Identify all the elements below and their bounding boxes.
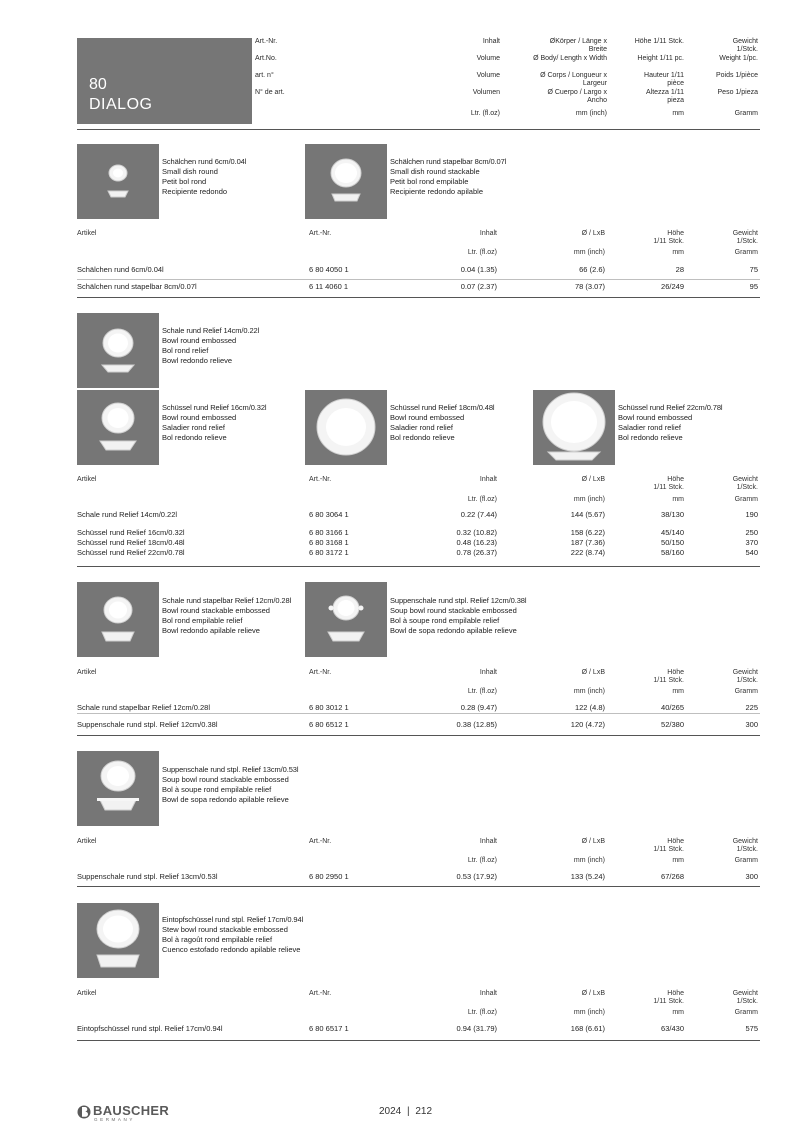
cell-weight: 225 xyxy=(745,703,758,712)
th-gewicht-label: Gewicht xyxy=(732,230,758,237)
th-dim: Ø / LxB xyxy=(581,990,605,997)
th-inhalt: Inhalt xyxy=(479,476,497,483)
cell-height: 50/150 xyxy=(661,538,684,547)
cell-name: Schale rund Relief 14cm/0.22l xyxy=(77,510,178,519)
product-line: Bowl round embossed xyxy=(618,413,693,422)
product-line: Bol rond empilable relief xyxy=(162,616,243,625)
th-unit-mm-inch: mm (inch) xyxy=(573,1009,605,1016)
cell-art: 6 80 6512 1 xyxy=(309,720,349,729)
th-unit-gramm: Gramm xyxy=(734,857,758,864)
product-line: Saladier rond relief xyxy=(618,423,681,432)
cell-dim: 187 (7.36) xyxy=(570,538,605,547)
th-unit-mm: mm xyxy=(672,496,684,503)
header-unit: mm xyxy=(672,110,684,117)
header-cell: Ø Corps / Longueur x Largeur xyxy=(540,72,607,87)
header-cell: Hauteur 1/11 pièce xyxy=(644,72,684,87)
th-gewicht-sub: 1/Stck. xyxy=(736,484,758,491)
th-hoehe-sub: 1/11 Stck. xyxy=(653,484,684,491)
th-gewicht-sub: 1/Stck. xyxy=(736,998,758,1005)
cell-ltr: 0.94 (31.79) xyxy=(456,1024,497,1033)
header-cell: Poids 1/pièce xyxy=(715,72,758,79)
header-cell: Ø Cuerpo / Largo x Ancho xyxy=(547,89,607,104)
cell-name: Schüssel rund Relief 18cm/0.48l xyxy=(77,538,185,547)
header-col-height xyxy=(632,38,684,117)
cell-dim: 158 (6.22) xyxy=(570,528,605,537)
product-line: Stew bowl round stackable embossed xyxy=(162,925,288,934)
table-row xyxy=(77,528,760,538)
th-hoehe-sub: 1/11 Stck. xyxy=(653,846,684,853)
cell-name: Suppenschale rund stpl. Relief 12cm/0.38l xyxy=(77,720,218,729)
th-unit-mm-inch: mm (inch) xyxy=(573,249,605,256)
product-image-small-dish-stackable xyxy=(305,144,387,219)
th-unit-mm: mm xyxy=(672,1009,684,1016)
th-gewicht-sub: 1/Stck. xyxy=(736,238,758,245)
header-col-weight xyxy=(712,38,758,117)
product-desc xyxy=(390,157,520,197)
header-cell: Inhalt xyxy=(482,38,500,45)
th-gewicht xyxy=(733,838,758,854)
th-unit-ltr: Ltr. (fl.oz) xyxy=(467,249,497,256)
cell-art: 6 80 3168 1 xyxy=(309,538,349,547)
section-rule xyxy=(77,886,760,887)
product-line: Recipiente redondo xyxy=(162,187,228,196)
product-line: Petit bol rond empilable xyxy=(390,177,469,186)
table-row xyxy=(77,720,760,730)
table-row xyxy=(77,703,760,713)
product-line: Saladier rond relief xyxy=(390,423,453,432)
cell-ltr: 0.22 (7.44) xyxy=(460,510,497,519)
cell-weight: 75 xyxy=(749,265,758,274)
th-gewicht xyxy=(733,230,758,246)
product-line: Bol à ragoût rond empilable relief xyxy=(162,935,273,944)
th-artikel: Artikel xyxy=(77,230,97,237)
product-image-bowl-stackable-12 xyxy=(77,582,159,657)
cell-ltr: 0.78 (26.37) xyxy=(456,548,497,557)
cell-name: Schüssel rund Relief 22cm/0.78l xyxy=(77,548,185,557)
th-unit-ltr: Ltr. (fl.oz) xyxy=(467,688,497,695)
product-image-bowl-22 xyxy=(533,390,615,465)
cell-ltr: 0.07 (2.37) xyxy=(460,282,497,291)
section-rule xyxy=(77,735,760,736)
section-rule xyxy=(77,566,760,567)
product-line: Cuenco estofado redondo apilable relieve xyxy=(162,945,301,954)
header-cell: Height 1/11 pc. xyxy=(637,55,684,62)
th-art-nr: Art.-Nr. xyxy=(309,476,332,483)
header-cell: Ø Body/ Length x Width xyxy=(533,55,607,62)
section-rule xyxy=(77,1040,760,1041)
product-line: Bowl round embossed xyxy=(390,413,465,422)
cell-height: 67/268 xyxy=(661,872,684,881)
header-col-dimension xyxy=(530,38,607,117)
product-title: Suppenschale rund stpl. Relief 13cm/0.53l xyxy=(162,765,299,774)
header-art-label: N° de art. xyxy=(255,89,285,96)
th-gewicht xyxy=(733,669,758,685)
th-gewicht xyxy=(733,990,758,1006)
header-unit: Ltr. (fl.oz) xyxy=(470,110,500,117)
product-image-small-dish xyxy=(77,144,159,219)
product-line: Small dish round stackable xyxy=(390,167,480,176)
header-art-label: Art.-Nr. xyxy=(255,38,278,45)
product-title: Schale rund stapelbar Relief 12cm/0.28l xyxy=(162,596,292,605)
cell-dim: 120 (4.72) xyxy=(570,720,605,729)
th-gewicht-label: Gewicht xyxy=(732,990,758,997)
product-line: Bol à soupe rond empilable relief xyxy=(390,616,500,625)
header-unit: mm (inch) xyxy=(575,110,607,117)
product-title: Eintopfschüssel rund stpl. Relief 17cm/0.94l xyxy=(162,915,304,924)
th-unit-ltr: Ltr. (fl.oz) xyxy=(467,1009,497,1016)
th-artikel: Artikel xyxy=(77,990,97,997)
table-row xyxy=(77,872,760,882)
cell-dim: 144 (5.67) xyxy=(570,510,605,519)
product-line: Saladier rond relief xyxy=(162,423,225,432)
cell-ltr: 0.48 (16.23) xyxy=(456,538,497,547)
product-line: Recipiente redondo apilable xyxy=(390,187,483,196)
cell-name: Schale rund stapelbar Relief 12cm/0.28l xyxy=(77,703,210,712)
product-image-stew-bowl xyxy=(77,903,159,978)
product-title: Schale rund Relief 14cm/0.22l xyxy=(162,326,260,335)
th-art-nr: Art.-Nr. xyxy=(309,838,332,845)
header-cell: Peso 1/pieza xyxy=(717,89,758,96)
cell-dim: 122 (4.8) xyxy=(574,703,605,712)
th-unit-gramm: Gramm xyxy=(734,688,758,695)
cell-height: 28 xyxy=(675,265,684,274)
th-unit-ltr: Ltr. (fl.oz) xyxy=(467,496,497,503)
product-line: Bowl round stackable embossed xyxy=(162,606,270,615)
th-inhalt: Inhalt xyxy=(479,230,497,237)
th-artikel: Artikel xyxy=(77,669,97,676)
header-rule xyxy=(77,129,760,130)
product-line: Bowl redondo apilable relieve xyxy=(162,626,260,635)
th-dim: Ø / LxB xyxy=(581,669,605,676)
th-unit-mm-inch: mm (inch) xyxy=(573,496,605,503)
th-hoehe-sub: 1/11 Stck. xyxy=(653,998,684,1005)
header-cell: Altezza 1/11 pieza xyxy=(645,89,684,104)
product-line: Bol redondo relieve xyxy=(618,433,683,442)
th-gewicht xyxy=(733,476,758,492)
th-hoehe-label: Höhe xyxy=(667,838,684,845)
product-line: Bowl round embossed xyxy=(162,336,237,345)
product-desc xyxy=(618,403,722,443)
product-desc xyxy=(162,915,303,955)
header-cell: Gewicht 1/Stck. xyxy=(732,38,758,53)
th-dim: Ø / LxB xyxy=(581,230,605,237)
th-dim: Ø / LxB xyxy=(581,476,605,483)
cell-name: Suppenschale rund stpl. Relief 13cm/0.53l xyxy=(77,872,218,881)
th-artikel: Artikel xyxy=(77,476,97,483)
th-art-nr: Art.-Nr. xyxy=(309,669,332,676)
cell-weight: 575 xyxy=(745,1024,758,1033)
product-image-bowl-14 xyxy=(77,313,159,388)
cell-art: 6 80 6517 1 xyxy=(309,1024,349,1033)
cell-dim: 66 (2.6) xyxy=(579,265,605,274)
cell-weight: 370 xyxy=(745,538,758,547)
header-col-volume xyxy=(430,38,500,117)
table-row xyxy=(77,510,760,520)
product-desc xyxy=(162,403,266,443)
header-cell: Volume xyxy=(476,55,500,62)
product-line: Bowl de sopa redondo apilable relieve xyxy=(390,626,517,635)
cell-dim: 168 (6.61) xyxy=(570,1024,605,1033)
cell-name: Schälchen rund 6cm/0.04l xyxy=(77,265,164,274)
product-line: Small dish round xyxy=(162,167,218,176)
cell-ltr: 0.53 (17.92) xyxy=(456,872,497,881)
product-desc xyxy=(390,403,494,443)
cell-height: 58/160 xyxy=(661,548,684,557)
product-title: Schälchen rund stapelbar 8cm/0.07l xyxy=(390,157,507,166)
product-title: Schälchen rund 6cm/0.04l xyxy=(162,157,247,166)
cell-art: 6 80 3064 1 xyxy=(309,510,349,519)
header-cell: Volume xyxy=(476,72,500,79)
product-title: Schüssel rund Relief 22cm/0.78l xyxy=(618,403,723,412)
th-inhalt: Inhalt xyxy=(479,669,497,676)
brand-name: BAUSCHER xyxy=(93,1103,170,1118)
th-hoehe-label: Höhe xyxy=(667,230,684,237)
th-gewicht-label: Gewicht xyxy=(732,838,758,845)
product-line: Bowl round embossed xyxy=(162,413,237,422)
product-line: Petit bol rond xyxy=(162,177,207,186)
th-hoehe-label: Höhe xyxy=(667,669,684,676)
th-artikel: Artikel xyxy=(77,838,97,845)
product-line: Bol à soupe rond empilable relief xyxy=(162,785,272,794)
th-unit-ltr: Ltr. (fl.oz) xyxy=(467,857,497,864)
th-hoehe-label: Höhe xyxy=(667,476,684,483)
section-rule xyxy=(77,297,760,298)
header-cell: Höhe 1/11 Stck. xyxy=(634,38,684,45)
th-hoehe xyxy=(653,230,684,246)
product-title: Schüssel rund Relief 16cm/0.32l xyxy=(162,403,267,412)
cell-art: 6 80 3012 1 xyxy=(309,703,349,712)
th-inhalt: Inhalt xyxy=(479,990,497,997)
cell-weight: 300 xyxy=(745,720,758,729)
header-unit: Gramm xyxy=(734,110,758,117)
product-title: Suppenschale rund stpl. Relief 12cm/0.38l xyxy=(390,596,527,605)
th-unit-mm-inch: mm (inch) xyxy=(573,688,605,695)
cell-dim: 78 (3.07) xyxy=(574,282,605,291)
cell-art: 6 80 3172 1 xyxy=(309,548,349,557)
th-gewicht-label: Gewicht xyxy=(732,669,758,676)
product-desc xyxy=(390,596,526,636)
th-unit-mm: mm xyxy=(672,688,684,695)
th-hoehe xyxy=(653,476,684,492)
product-desc xyxy=(162,596,302,636)
series-number: 80 xyxy=(89,76,107,93)
th-art-nr: Art.-Nr. xyxy=(309,230,332,237)
cell-name: Eintopfschüssel rund stpl. Relief 17cm/0.94l xyxy=(77,1024,223,1033)
cell-weight: 300 xyxy=(745,872,758,881)
product-line: Bol rond relief xyxy=(162,346,209,355)
product-desc xyxy=(162,326,259,366)
cell-dim: 222 (8.74) xyxy=(570,548,605,557)
th-unit-gramm: Gramm xyxy=(734,1009,758,1016)
cell-weight: 95 xyxy=(749,282,758,291)
th-unit-mm: mm xyxy=(672,857,684,864)
cell-height: 26/249 xyxy=(661,282,684,291)
cell-height: 40/265 xyxy=(661,703,684,712)
th-unit-gramm: Gramm xyxy=(734,249,758,256)
series-title-panel xyxy=(77,38,252,124)
product-desc xyxy=(162,157,246,197)
product-line: Soup bowl round stackable embossed xyxy=(162,775,289,784)
cell-ltr: 0.04 (1.35) xyxy=(460,265,497,274)
table-row xyxy=(77,538,760,548)
header-cell: Volumen xyxy=(472,89,500,96)
product-line: Bowl redondo relieve xyxy=(162,356,233,365)
th-gewicht-label: Gewicht xyxy=(732,476,758,483)
cell-weight: 250 xyxy=(745,528,758,537)
th-unit-mm: mm xyxy=(672,249,684,256)
header-art-labels xyxy=(255,38,315,106)
product-title: Schüssel rund Relief 18cm/0.48l xyxy=(390,403,495,412)
row-rule xyxy=(77,713,760,714)
product-desc xyxy=(162,765,298,805)
page-number: 2024 | 212 xyxy=(378,1106,433,1117)
series-name: DIALOG xyxy=(89,96,153,113)
th-dim: Ø / LxB xyxy=(581,838,605,845)
product-line: Bol redondo relieve xyxy=(162,433,227,442)
row-rule xyxy=(77,279,760,280)
product-line: Soup bowl round stackable embossed xyxy=(390,606,517,615)
cell-weight: 540 xyxy=(745,548,758,557)
cell-art: 6 11 4060 1 xyxy=(309,282,349,291)
th-unit-gramm: Gramm xyxy=(734,496,758,503)
header-art-label: art. n° xyxy=(255,72,274,79)
cell-art: 6 80 2950 1 xyxy=(309,872,349,881)
table-row xyxy=(77,265,760,275)
table-row xyxy=(77,1024,760,1034)
cell-art: 6 80 3166 1 xyxy=(309,528,349,537)
product-image-bowl-16 xyxy=(77,390,159,465)
cell-name: Schüssel rund Relief 16cm/0.32l xyxy=(77,528,185,537)
cell-height: 38/130 xyxy=(661,510,684,519)
header-cell: Weight 1/pc. xyxy=(719,55,758,62)
header-art-label: Art.No. xyxy=(255,55,277,62)
cell-height: 52/380 xyxy=(661,720,684,729)
product-line: Bol redondo relieve xyxy=(390,433,455,442)
header-cell: ØKörper / Länge x Breite xyxy=(549,38,607,53)
th-hoehe xyxy=(653,669,684,685)
th-hoehe-sub: 1/11 Stck. xyxy=(653,677,684,684)
table-row xyxy=(77,548,760,558)
product-image-soup-bowl-13 xyxy=(77,751,159,826)
table-row xyxy=(77,282,760,292)
cell-height: 45/140 xyxy=(661,528,684,537)
product-line: Bowl de sopa redondo apilable relieve xyxy=(162,795,289,804)
cell-weight: 190 xyxy=(745,510,758,519)
th-gewicht-sub: 1/Stck. xyxy=(736,677,758,684)
th-gewicht-sub: 1/Stck. xyxy=(736,846,758,853)
cell-ltr: 0.28 (9.47) xyxy=(460,703,497,712)
cell-art: 6 80 4050 1 xyxy=(309,265,349,274)
product-image-soup-bowl-12 xyxy=(305,582,387,657)
cell-height: 63/430 xyxy=(661,1024,684,1033)
cell-name: Schälchen rund stapelbar 8cm/0.07l xyxy=(77,282,197,291)
cell-ltr: 0.38 (12.85) xyxy=(456,720,497,729)
th-hoehe-sub: 1/11 Stck. xyxy=(653,238,684,245)
th-art-nr: Art.-Nr. xyxy=(309,990,332,997)
th-hoehe xyxy=(653,990,684,1006)
th-unit-mm-inch: mm (inch) xyxy=(573,857,605,864)
brand-subtitle: GERMANY xyxy=(94,1117,135,1122)
th-hoehe-label: Höhe xyxy=(667,990,684,997)
cell-ltr: 0.32 (10.82) xyxy=(456,528,497,537)
th-hoehe xyxy=(653,838,684,854)
th-inhalt: Inhalt xyxy=(479,838,497,845)
cell-dim: 133 (5.24) xyxy=(570,872,605,881)
product-image-bowl-18 xyxy=(305,390,387,465)
